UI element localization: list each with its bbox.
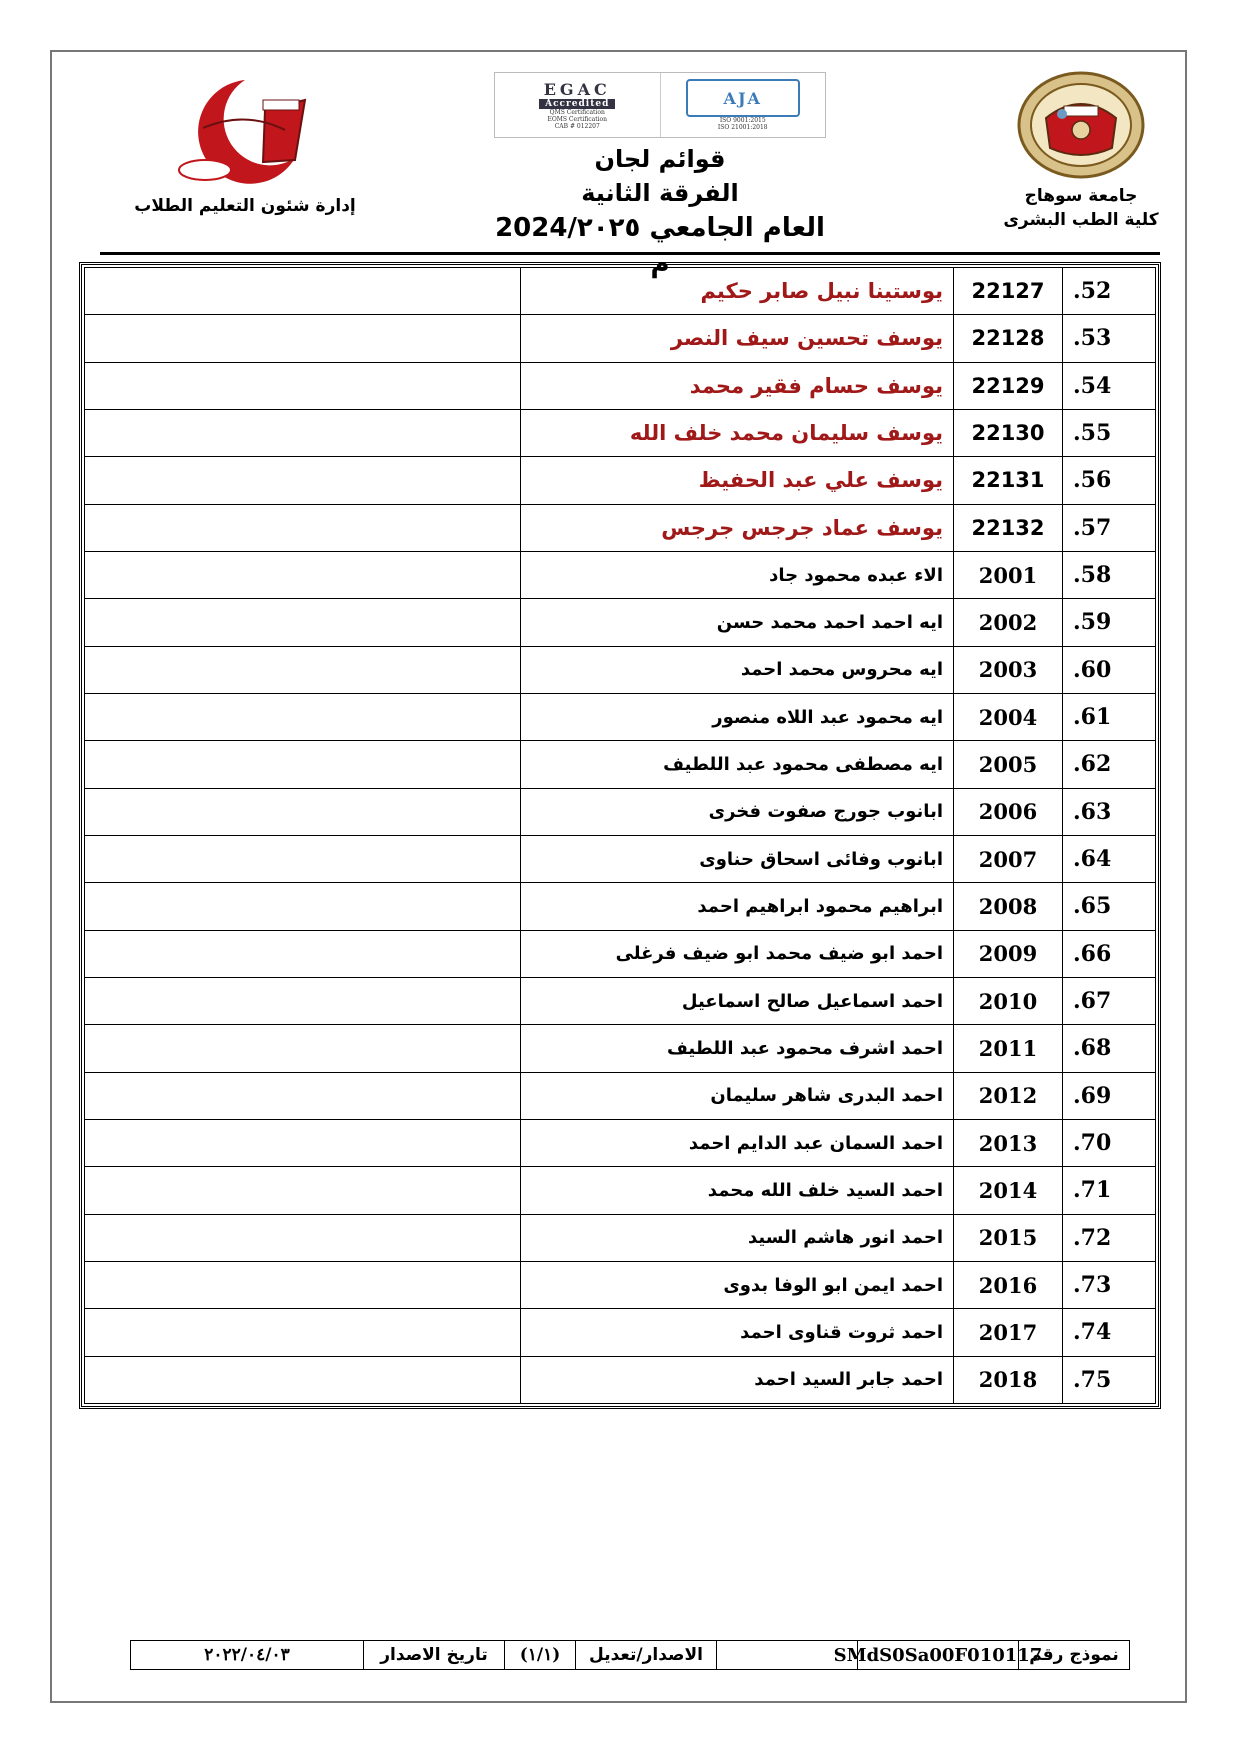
aja-name: AJA — [686, 79, 800, 117]
faculty-of-medicine-logo-icon — [145, 70, 345, 190]
table-row — [85, 1025, 1156, 1072]
table-row — [85, 1119, 1156, 1166]
row-number: .61 — [1063, 693, 1156, 740]
student-name: ابراهيم محمود ابراهيم احمد — [521, 883, 954, 930]
table-row — [85, 1309, 1156, 1356]
table-row — [85, 1167, 1156, 1214]
student-name: ايه محمود عبد اللاه منصور — [521, 693, 954, 740]
table-row — [85, 551, 1156, 598]
aja-line-1: ISO 9001:2015 — [719, 117, 766, 124]
seat-number: 22127 — [954, 268, 1063, 315]
row-number: .63 — [1063, 788, 1156, 835]
student-name: ايه محروس محمد احمد — [521, 646, 954, 693]
student-name: ابانوب وفائى اسحاق حناوى — [521, 835, 954, 882]
row-number: .74 — [1063, 1309, 1156, 1356]
student-name: ابانوب جورج صفوت فخرى — [521, 788, 954, 835]
blank-cell — [85, 693, 521, 740]
egac-line-1: QMS Certification — [549, 109, 605, 116]
table-row — [85, 599, 1156, 646]
accreditation-logos — [494, 72, 826, 138]
student-name: ايه احمد احمد محمد حسن — [521, 599, 954, 646]
table-row — [85, 362, 1156, 409]
row-number: .54 — [1063, 362, 1156, 409]
seat-number: 2012 — [954, 1072, 1063, 1119]
seat-number: 22132 — [954, 504, 1063, 551]
student-name: احمد ثروت قناوى احمد — [521, 1309, 954, 1356]
seat-number: 2013 — [954, 1119, 1063, 1166]
blank-cell — [85, 362, 521, 409]
blank-cell — [85, 599, 521, 646]
seat-number: 22130 — [954, 409, 1063, 456]
seat-number: 2007 — [954, 835, 1063, 882]
student-name: احمد اشرف محمود عبد اللطيف — [521, 1025, 954, 1072]
row-number: .67 — [1063, 977, 1156, 1024]
table-row — [85, 409, 1156, 456]
row-number: .69 — [1063, 1072, 1156, 1119]
blank-cell — [85, 457, 521, 504]
table-row — [85, 883, 1156, 930]
roster-table-frame — [79, 262, 1161, 1409]
table-row — [85, 315, 1156, 362]
row-number: .66 — [1063, 930, 1156, 977]
student-name: احمد البدرى شاهر سليمان — [521, 1072, 954, 1119]
version-value: (١/١) — [504, 1641, 575, 1669]
row-number: .58 — [1063, 551, 1156, 598]
row-number: .75 — [1063, 1356, 1156, 1403]
row-number: .60 — [1063, 646, 1156, 693]
blank-cell — [85, 883, 521, 930]
form-footer — [130, 1640, 1130, 1670]
row-number: .59 — [1063, 599, 1156, 646]
egac-status: Accredited — [539, 99, 615, 109]
seat-number: 2016 — [954, 1261, 1063, 1308]
blank-cell — [85, 646, 521, 693]
department-name: إدارة شئون التعليم الطلاب — [134, 196, 356, 216]
blank-cell — [85, 1025, 521, 1072]
seat-number: 2002 — [954, 599, 1063, 646]
row-number: .55 — [1063, 409, 1156, 456]
table-row — [85, 1214, 1156, 1261]
seat-number: 2015 — [954, 1214, 1063, 1261]
seat-number: 2010 — [954, 977, 1063, 1024]
row-number: .56 — [1063, 457, 1156, 504]
version-label: الاصدار/تعديل — [575, 1641, 716, 1669]
footer-spacer — [716, 1641, 857, 1669]
egac-line-3: CAB # 012207 — [554, 123, 600, 130]
blank-cell — [85, 930, 521, 977]
seat-number: 2011 — [954, 1025, 1063, 1072]
table-row — [85, 457, 1156, 504]
table-row — [85, 1261, 1156, 1308]
blank-cell — [85, 1356, 521, 1403]
row-number: .72 — [1063, 1214, 1156, 1261]
row-number: .68 — [1063, 1025, 1156, 1072]
blank-cell — [85, 504, 521, 551]
blank-cell — [85, 1119, 521, 1166]
student-name: احمد ايمن ابو الوفا بدوى — [521, 1261, 954, 1308]
class-year: الفرقة الثانية — [581, 179, 739, 207]
seat-number: 22131 — [954, 457, 1063, 504]
faculty-name: كلية الطب البشرى — [1003, 210, 1159, 230]
aja-logo — [661, 73, 826, 137]
seat-number: 2003 — [954, 646, 1063, 693]
blank-cell — [85, 1072, 521, 1119]
form-number-value: SMdS0Sa00F010117 — [857, 1641, 1018, 1669]
header-faculty-block — [130, 70, 360, 218]
blank-cell — [85, 1214, 521, 1261]
row-number: .73 — [1063, 1261, 1156, 1308]
document-title: قوائم لجان — [594, 145, 726, 173]
seat-number: 2018 — [954, 1356, 1063, 1403]
student-name: احمد ابو ضيف محمد ابو ضيف فرغلى — [521, 930, 954, 977]
table-row — [85, 930, 1156, 977]
seat-number: 2005 — [954, 741, 1063, 788]
student-name: احمد السمان عبد الدايم احمد — [521, 1119, 954, 1166]
aja-line-2: ISO 21001:2018 — [717, 124, 768, 131]
table-row — [85, 1356, 1156, 1403]
blank-cell — [85, 835, 521, 882]
student-name: يوستينا نبيل صابر حكيم — [521, 268, 954, 315]
seat-number: 2001 — [954, 551, 1063, 598]
table-row — [85, 1072, 1156, 1119]
blank-cell — [85, 1261, 521, 1308]
academic-year: العام الجامعي 2024/٢٠٢٥ م — [495, 213, 825, 279]
university-name: جامعة سوهاج — [1024, 186, 1138, 206]
blank-cell — [85, 788, 521, 835]
table-row — [85, 788, 1156, 835]
table-row — [85, 504, 1156, 551]
seat-number: 2004 — [954, 693, 1063, 740]
student-name: الاء عبده محمود جاد — [521, 551, 954, 598]
header-university-block — [991, 70, 1171, 232]
table-row — [85, 977, 1156, 1024]
blank-cell — [85, 551, 521, 598]
student-name: احمد اسماعيل صالح اسماعيل — [521, 977, 954, 1024]
blank-cell — [85, 409, 521, 456]
sohag-university-crest-icon — [1016, 70, 1146, 180]
blank-cell — [85, 268, 521, 315]
student-name: ايه مصطفى محمود عبد اللطيف — [521, 741, 954, 788]
roster-body — [85, 268, 1156, 1404]
seat-number: 2008 — [954, 883, 1063, 930]
row-number: .71 — [1063, 1167, 1156, 1214]
blank-cell — [85, 741, 521, 788]
seat-number: 2009 — [954, 930, 1063, 977]
blank-cell — [85, 1167, 521, 1214]
student-name: احمد السيد خلف الله محمد — [521, 1167, 954, 1214]
table-row — [85, 268, 1156, 315]
seat-number: 2014 — [954, 1167, 1063, 1214]
table-row — [85, 693, 1156, 740]
row-number: .70 — [1063, 1119, 1156, 1166]
seat-number: 22128 — [954, 315, 1063, 362]
header-title-block — [490, 72, 830, 282]
row-number: .57 — [1063, 504, 1156, 551]
issue-date-label: تاريخ الاصدار — [363, 1641, 504, 1669]
student-name: احمد جابر السيد احمد — [521, 1356, 954, 1403]
seat-number: 22129 — [954, 362, 1063, 409]
egac-name: EGAC — [543, 80, 611, 99]
row-number: .64 — [1063, 835, 1156, 882]
roster-table — [84, 267, 1156, 1404]
row-number: .52 — [1063, 268, 1156, 315]
table-row — [85, 646, 1156, 693]
blank-cell — [85, 977, 521, 1024]
row-number: .65 — [1063, 883, 1156, 930]
issue-date-value: ٢٠٢٢/٠٤/٠٣ — [204, 1645, 290, 1665]
student-name: يوسف سليمان محمد خلف الله — [521, 409, 954, 456]
seat-number: 2006 — [954, 788, 1063, 835]
student-name: يوسف عماد جرجس جرجس — [521, 504, 954, 551]
blank-cell — [85, 1309, 521, 1356]
student-name: يوسف علي عبد الحفيظ — [521, 457, 954, 504]
blank-cell — [85, 315, 521, 362]
egac-line-2: EOMS Certification — [547, 116, 608, 123]
egac-logo — [495, 73, 661, 137]
student-name: يوسف حسام فقير محمد — [521, 362, 954, 409]
row-number: .62 — [1063, 741, 1156, 788]
student-name: يوسف تحسين سيف النصر — [521, 315, 954, 362]
table-row — [85, 835, 1156, 882]
student-name: احمد انور هاشم السيد — [521, 1214, 954, 1261]
header-divider — [100, 252, 1160, 255]
seat-number: 2017 — [954, 1309, 1063, 1356]
form-number-label: نموذج رقم — [1018, 1641, 1129, 1669]
row-number: .53 — [1063, 315, 1156, 362]
table-row — [85, 741, 1156, 788]
